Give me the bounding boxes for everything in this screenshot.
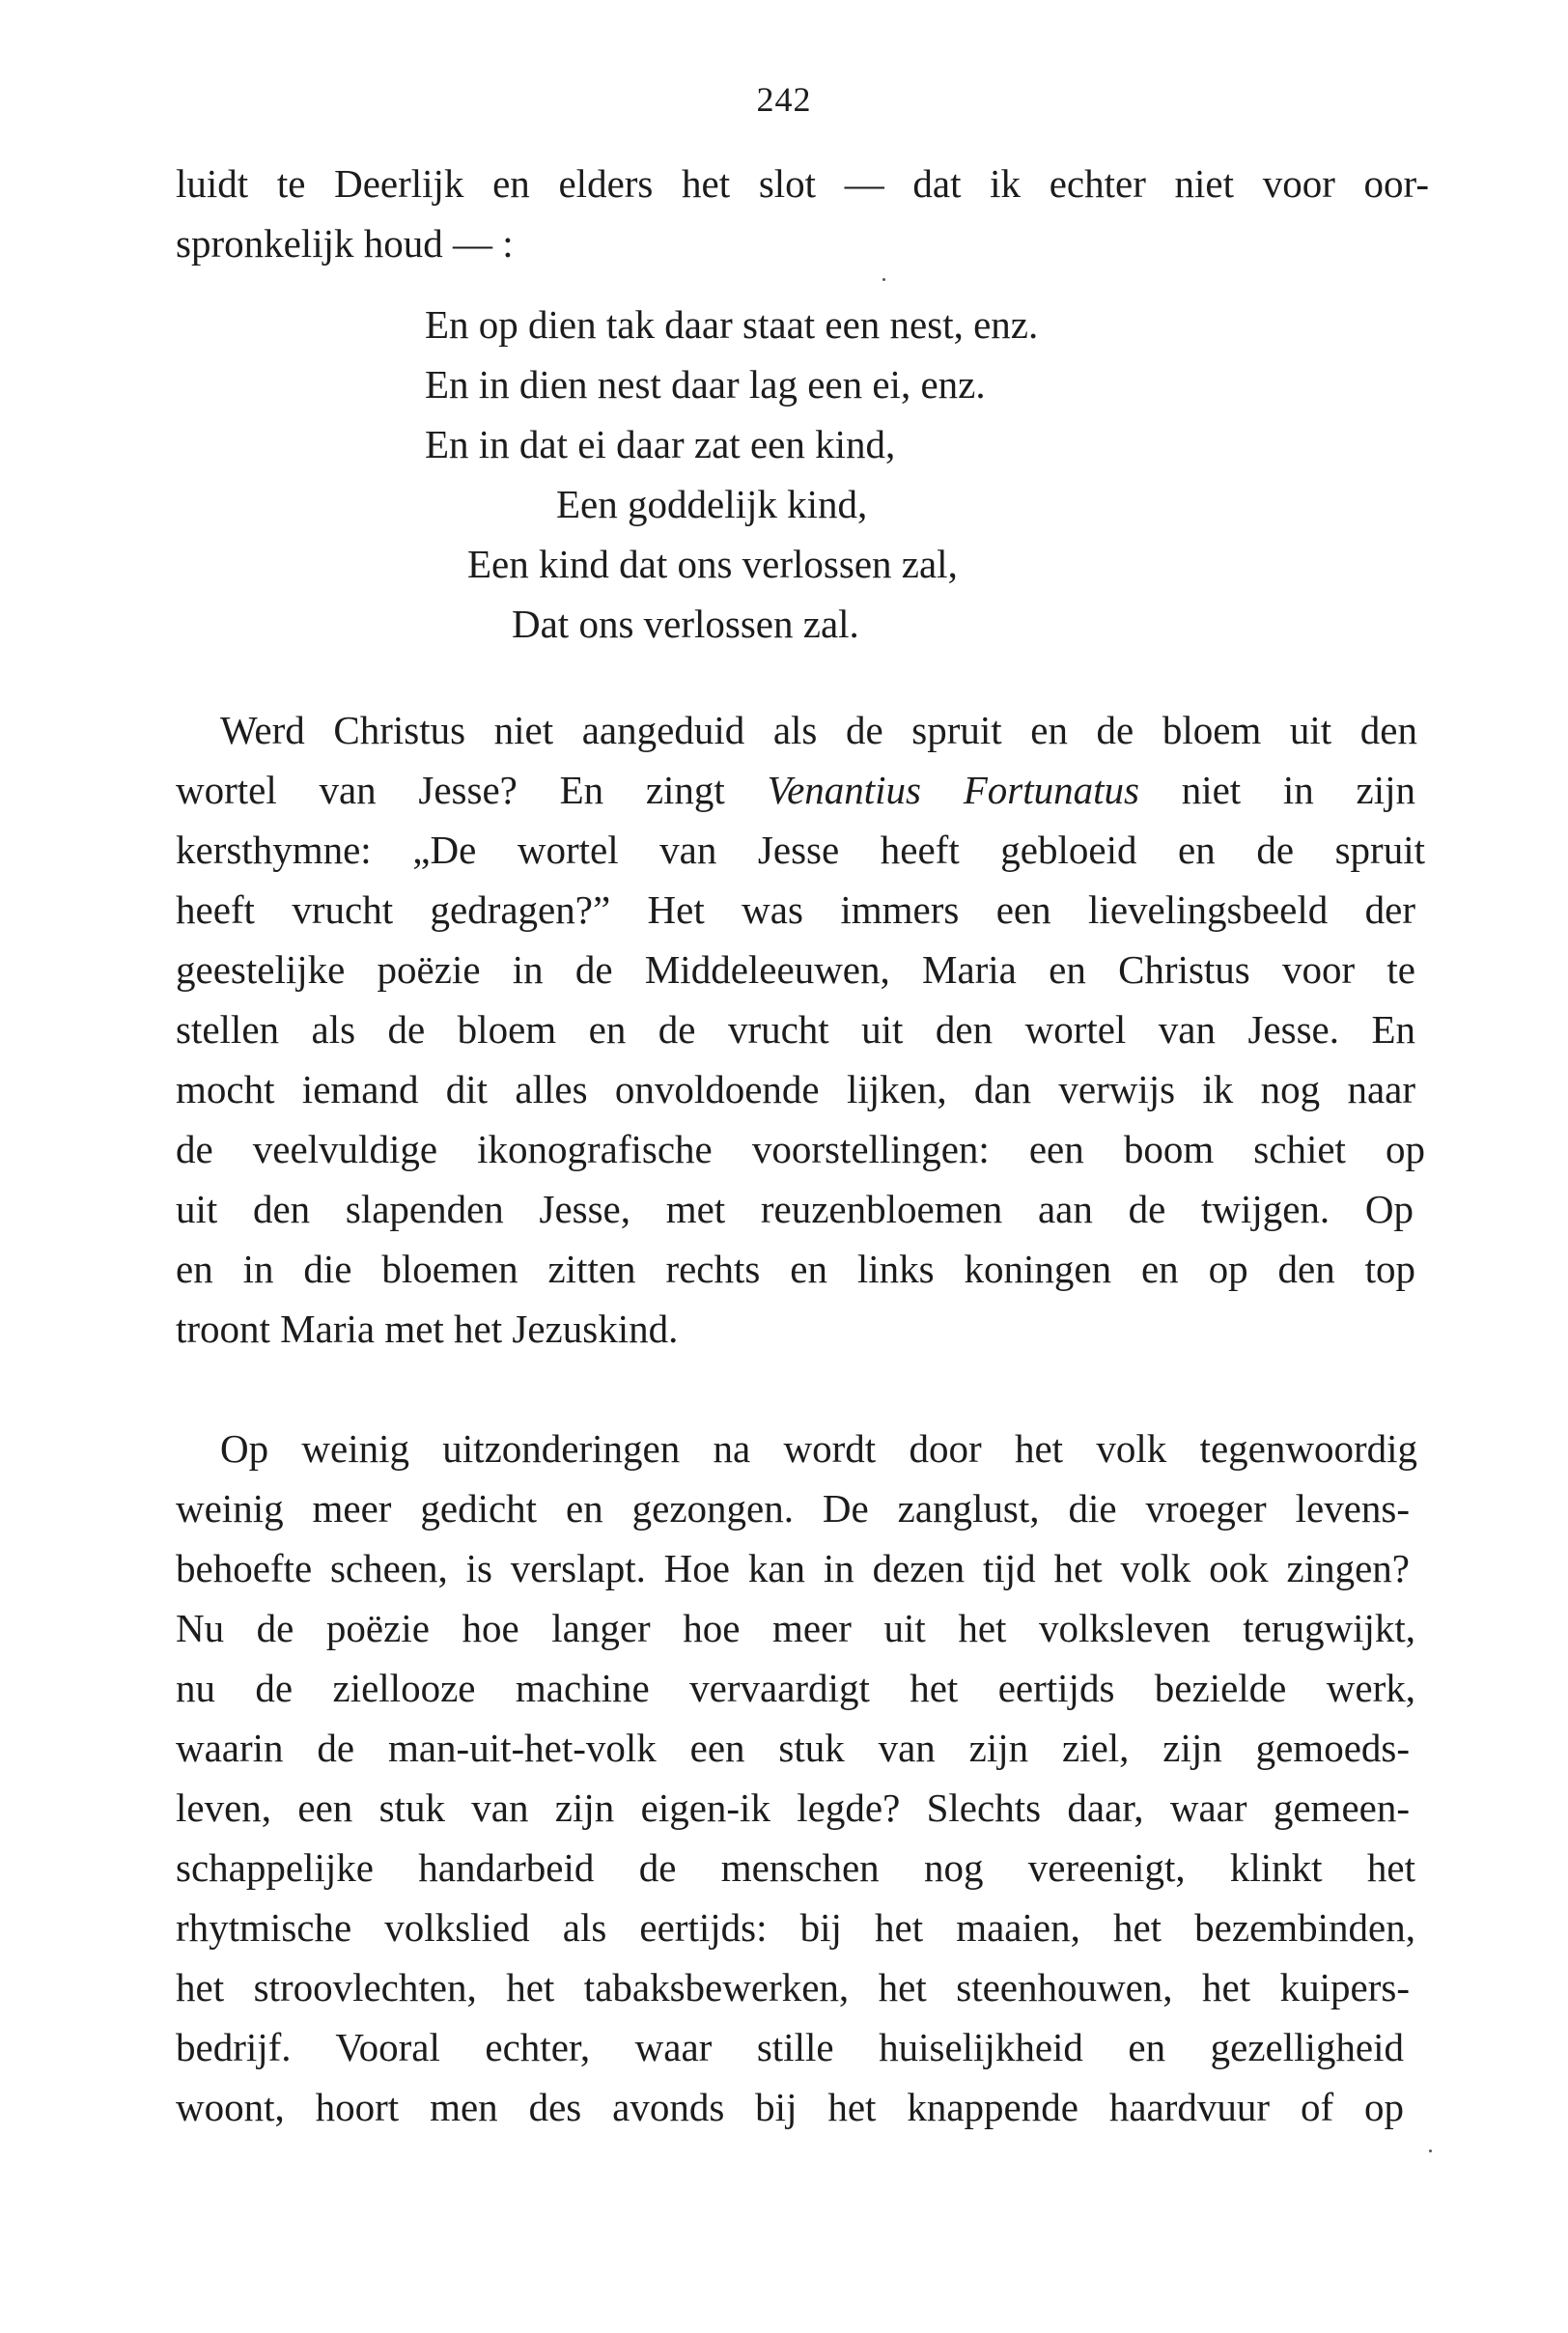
p2-line-7: leven, een stuk van zijn eigen-ik legde? Slechts daar, waar gemeen- [176, 1785, 1410, 1830]
verse-line-4: Een goddelijk kind, [556, 482, 868, 526]
p1-line-10: en in die bloemen zitten rechts en links koningen en op den top [176, 1247, 1415, 1291]
scan-speck [1429, 2150, 1432, 2152]
p1-line-4: heeft vrucht gedragen?” Het was immers een lievelingsbeeld der [176, 887, 1415, 932]
p2-line-10: het stroovlechten, het tabaksbewerken, het steenhouwen, het kuipers- [176, 1965, 1410, 2010]
p2-line-4: Nu de poëzie hoe langer hoe meer uit het volksleven terugwijkt, [176, 1606, 1415, 1650]
page-number: 242 [756, 80, 812, 119]
p1-line-1: Werd Christus niet aangeduid als de spruit en de bloem uit den [220, 708, 1417, 752]
intro-line-2: spronkelijk houd — : [176, 221, 514, 266]
p2-line-8: schappelijke handarbeid de menschen nog vereenigt, klinkt het [176, 1845, 1415, 1890]
p1-line-3: kersthymne: „De wortel van Jesse heeft gebloeid en de spruit [176, 828, 1425, 872]
p2-line-9: rhytmische volkslied als eertijds: bij het maaien, het bezembinden, [176, 1905, 1415, 1950]
p1-line-11: troont Maria met het Jezuskind. [176, 1307, 679, 1351]
p2-line-3: behoefte scheen, is verslapt. Hoe kan in dezen tijd het volk ook zingen? [176, 1546, 1410, 1590]
p1-line-6: stellen als de bloem en de vrucht uit den wortel van Jesse. En [176, 1007, 1415, 1052]
p2-line-11: bedrijf. Vooral echter, waar stille huiselijkheid en gezelligheid [176, 2025, 1404, 2069]
scan-speck [882, 278, 885, 281]
p1-line-2-start: wortel van Jesse? En zingt [176, 768, 725, 812]
verse-line-2: En in dien nest daar lag een ei, enz. [425, 362, 986, 407]
p1-line-8: de veelvuldige ikonografische voorstellingen: een boom schiet op [176, 1127, 1425, 1171]
p2-line-1: Op weinig uitzonderingen na wordt door het volk tegenwoordig [220, 1426, 1417, 1471]
p2-line-2: weinig meer gedicht en gezongen. De zanglust, die vroeger levens- [176, 1486, 1410, 1531]
p2-line-5: nu de ziellooze machine vervaardigt het eertijds bezielde werk, [176, 1666, 1415, 1710]
verse-line-1: En op dien tak daar staat een nest, enz. [425, 302, 1039, 347]
p1-line-9: uit den slapenden Jesse, met reuzenbloemen aan de twijgen. Op [176, 1187, 1414, 1231]
p2-line-6: waarin de man-uit-het-volk een stuk van zijn ziel, zijn gemoeds- [176, 1726, 1410, 1770]
verse-line-5: Een kind dat ons verlossen zal, [467, 542, 958, 586]
intro-line-1: luidt te Deerlijk en elders het slot — dat ik echter niet voor oor- [176, 161, 1429, 206]
verse-line-3: En in dat ei daar zat een kind, [425, 422, 896, 466]
p1-line-2 [176, 768, 1416, 812]
p1-line-2-italic: Venantius Fortunatus [767, 768, 1139, 812]
p1-line-5: geestelijke poëzie in de Middeleeuwen, Maria en Christus voor te [176, 947, 1415, 992]
p2-line-12: woont, hoort men des avonds bij het knappende haardvuur of op [176, 2085, 1404, 2129]
verse-line-6: Dat ons verlossen zal. [512, 602, 859, 646]
p1-line-2-end: niet in zijn [1181, 768, 1416, 812]
p1-line-7: mocht iemand dit alles onvoldoende lijken, dan verwijs ik nog naar [176, 1067, 1415, 1111]
